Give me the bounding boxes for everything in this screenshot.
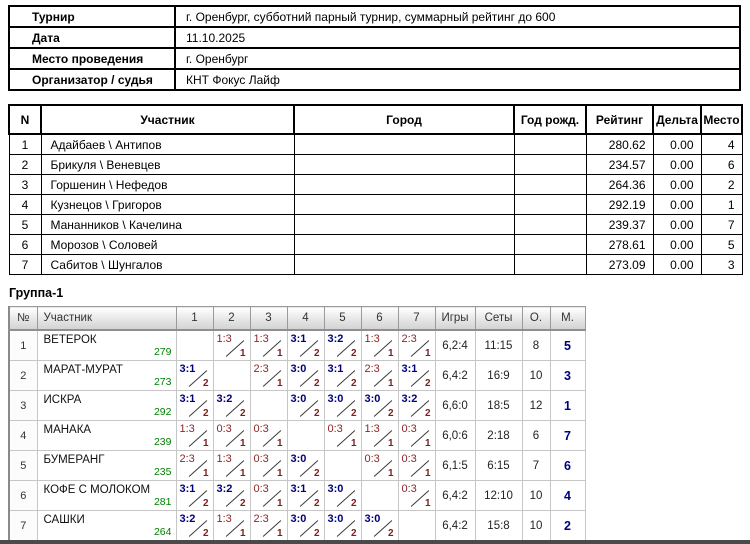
group-points-total: 10 xyxy=(522,481,550,511)
participant-place: 6 xyxy=(701,155,742,175)
match-points: 2 xyxy=(350,348,357,359)
match-score: 3:1 xyxy=(401,363,418,375)
group-team-rating: 281 xyxy=(153,496,172,508)
participant-number: 5 xyxy=(9,215,41,235)
bottom-divider xyxy=(0,540,750,544)
group-row xyxy=(9,361,585,391)
match-score: 0:3 xyxy=(216,423,232,435)
match-result-cell xyxy=(398,330,435,361)
participant-delta: 0.00 xyxy=(653,215,701,235)
participant-rating: 273.09 xyxy=(586,255,653,275)
participant-name: Мананников \ Качелина xyxy=(41,215,294,235)
group-points-total: 12 xyxy=(522,391,550,421)
match-points: 1 xyxy=(239,528,246,539)
group-header-points: О. xyxy=(522,307,550,331)
participant-birth-year xyxy=(514,175,586,195)
match-points: 2 xyxy=(387,408,394,419)
group-team-name: МАНАКА xyxy=(43,424,92,436)
participant-row xyxy=(9,255,742,275)
match-result-cell xyxy=(250,451,287,481)
group-final-place: 4 xyxy=(550,481,585,511)
match-points: 2 xyxy=(350,378,357,389)
match-result-cell xyxy=(287,391,324,421)
group-team-rating: 292 xyxy=(153,406,172,418)
match-score: 3:2 xyxy=(179,513,196,525)
group-team-rating: 273 xyxy=(153,376,172,388)
match-result-cell xyxy=(361,330,398,361)
match-points: 2 xyxy=(350,498,357,509)
group-row xyxy=(9,481,585,511)
group-sets-total: 18:5 xyxy=(475,391,522,421)
group-sets-total: 2:18 xyxy=(475,421,522,451)
self-match-cell xyxy=(213,361,250,391)
group-team-rating: 264 xyxy=(153,526,172,538)
participant-place: 7 xyxy=(701,215,742,235)
participant-rating: 264.36 xyxy=(586,175,653,195)
match-score: 0:3 xyxy=(253,423,269,435)
match-score: 3:2 xyxy=(327,333,344,345)
participant-name: Брикуля \ Веневцев xyxy=(41,155,294,175)
match-result-cell xyxy=(213,330,250,361)
match-score: 3:0 xyxy=(290,393,307,405)
match-score: 3:2 xyxy=(216,393,233,405)
group-team-rating: 235 xyxy=(153,466,172,478)
group-sets-total: 11:15 xyxy=(475,330,522,361)
participant-number: 3 xyxy=(9,175,41,195)
match-score: 2:3 xyxy=(401,333,417,345)
participant-rating: 239.37 xyxy=(586,215,653,235)
group-team-name: ИСКРА xyxy=(43,394,82,406)
match-score: 3:1 xyxy=(179,393,196,405)
match-points: 1 xyxy=(276,498,283,509)
participant-birth-year xyxy=(514,155,586,175)
match-points: 1 xyxy=(387,468,394,479)
match-points: 2 xyxy=(313,468,320,479)
group-header-place: М. xyxy=(550,307,585,331)
participant-name: Морозов \ Соловей xyxy=(41,235,294,255)
group-points-total: 7 xyxy=(522,451,550,481)
match-result-cell xyxy=(250,511,287,541)
match-score: 0:3 xyxy=(253,453,269,465)
match-score: 1:3 xyxy=(216,513,232,525)
self-match-cell xyxy=(250,391,287,421)
participant-name: Горшенин \ Нефедов xyxy=(41,175,294,195)
group-team-name: КОФЕ С МОЛОКОМ xyxy=(43,484,151,496)
match-result-cell xyxy=(324,361,361,391)
self-match-cell xyxy=(361,481,398,511)
participants-column-header: Участник xyxy=(41,105,294,134)
participant-delta: 0.00 xyxy=(653,155,701,175)
participant-name: Адайбаев \ Антипов xyxy=(41,134,294,155)
info-table-body xyxy=(9,6,740,90)
match-points: 2 xyxy=(313,498,320,509)
match-points: 1 xyxy=(387,438,394,449)
match-result-cell xyxy=(361,391,398,421)
match-result-cell xyxy=(324,421,361,451)
info-label: Место проведения xyxy=(9,48,175,69)
participant-delta: 0.00 xyxy=(653,175,701,195)
group-sets-total: 6:15 xyxy=(475,451,522,481)
match-score: 0:3 xyxy=(364,453,380,465)
group-team-cell xyxy=(37,330,176,361)
participants-column-header: Дельта xyxy=(653,105,701,134)
participant-place: 2 xyxy=(701,175,742,195)
info-row xyxy=(9,69,740,90)
match-points: 2 xyxy=(424,408,431,419)
match-result-cell xyxy=(176,451,213,481)
match-result-cell xyxy=(213,481,250,511)
participant-city xyxy=(294,134,514,155)
match-score: 3:1 xyxy=(179,363,196,375)
match-result-cell xyxy=(213,511,250,541)
group-team-name: БУМЕРАНГ xyxy=(43,454,105,466)
participant-place: 3 xyxy=(701,255,742,275)
group-sets-total: 16:9 xyxy=(475,361,522,391)
match-score: 1:3 xyxy=(364,333,380,345)
participants-column-header: Год рожд. xyxy=(514,105,586,134)
group-points-total: 10 xyxy=(522,361,550,391)
match-result-cell xyxy=(250,421,287,451)
group-points-total: 6 xyxy=(522,421,550,451)
group-team-cell xyxy=(37,511,176,541)
group-points-total: 8 xyxy=(522,330,550,361)
match-score: 3:0 xyxy=(290,453,307,465)
group-header-opponent: 4 xyxy=(287,307,324,331)
group-header-row xyxy=(9,307,585,331)
group-team-cell xyxy=(37,391,176,421)
group-final-place: 7 xyxy=(550,421,585,451)
match-result-cell xyxy=(361,451,398,481)
match-score: 0:3 xyxy=(401,423,417,435)
match-score: 1:3 xyxy=(253,333,269,345)
info-value: г. Оренбург, субботний парный турнир, суммарный рейтинг до 600 xyxy=(175,6,740,27)
group-header-participant: Участник xyxy=(37,307,176,331)
match-score: 3:1 xyxy=(290,483,307,495)
group-row xyxy=(9,451,585,481)
match-points: 2 xyxy=(202,528,209,539)
participants-column-header: Город xyxy=(294,105,514,134)
match-points: 1 xyxy=(387,378,394,389)
participant-city xyxy=(294,235,514,255)
self-match-cell xyxy=(398,511,435,541)
participant-city xyxy=(294,155,514,175)
info-value: КНТ Фокус Лайф xyxy=(175,69,740,90)
participants-body xyxy=(9,134,742,275)
group-results-table xyxy=(8,306,586,541)
group-sets-total: 12:10 xyxy=(475,481,522,511)
match-result-cell xyxy=(361,511,398,541)
match-result-cell xyxy=(213,421,250,451)
match-result-cell xyxy=(250,361,287,391)
match-score: 3:0 xyxy=(290,363,307,375)
match-score: 1:3 xyxy=(216,333,232,345)
group-final-place: 3 xyxy=(550,361,585,391)
participant-row xyxy=(9,215,742,235)
match-score: 0:3 xyxy=(401,453,417,465)
group-header-opponent: 5 xyxy=(324,307,361,331)
match-result-cell xyxy=(361,361,398,391)
participant-city xyxy=(294,215,514,235)
participant-number: 4 xyxy=(9,195,41,215)
group-sets-total: 15:8 xyxy=(475,511,522,541)
group-games-total: 6,4:2 xyxy=(435,481,475,511)
group-team-cell xyxy=(37,361,176,391)
group-row xyxy=(9,421,585,451)
info-value: 11.10.2025 xyxy=(175,27,740,48)
match-points: 2 xyxy=(424,378,431,389)
match-result-cell xyxy=(324,391,361,421)
participant-birth-year xyxy=(514,134,586,155)
group-games-total: 6,1:5 xyxy=(435,451,475,481)
match-score: 3:0 xyxy=(364,513,381,525)
match-score: 3:0 xyxy=(327,483,344,495)
match-result-cell xyxy=(213,451,250,481)
group-team-rating: 279 xyxy=(153,346,172,358)
participant-number: 2 xyxy=(9,155,41,175)
match-result-cell xyxy=(176,391,213,421)
match-score: 0:3 xyxy=(327,423,343,435)
match-points: 1 xyxy=(424,438,431,449)
match-result-cell xyxy=(213,391,250,421)
tournament-info-table xyxy=(8,5,741,91)
group-team-name: ВЕТЕРОК xyxy=(43,334,97,346)
participant-delta: 0.00 xyxy=(653,195,701,215)
participant-number: 7 xyxy=(9,255,41,275)
group-header-opponent: 7 xyxy=(398,307,435,331)
match-score: 3:1 xyxy=(179,483,196,495)
info-row xyxy=(9,27,740,48)
participant-delta: 0.00 xyxy=(653,235,701,255)
participant-place: 5 xyxy=(701,235,742,255)
match-points: 1 xyxy=(239,438,246,449)
match-points: 2 xyxy=(387,528,394,539)
info-row xyxy=(9,6,740,27)
match-score: 3:0 xyxy=(327,513,344,525)
match-score: 2:3 xyxy=(179,453,195,465)
self-match-cell xyxy=(324,451,361,481)
participants-column-header: Место xyxy=(701,105,742,134)
match-score: 1:3 xyxy=(179,423,195,435)
match-score: 3:0 xyxy=(290,513,307,525)
info-label: Дата xyxy=(9,27,175,48)
group-row-number: 7 xyxy=(9,511,37,541)
participants-table xyxy=(8,104,743,275)
match-points: 1 xyxy=(276,378,283,389)
participant-delta: 0.00 xyxy=(653,255,701,275)
participants-header-row xyxy=(9,105,742,134)
group-title: Группа-1 xyxy=(9,286,64,300)
match-result-cell xyxy=(176,421,213,451)
group-header-num: № xyxy=(9,307,37,331)
group-row-number: 4 xyxy=(9,421,37,451)
match-points: 2 xyxy=(313,348,320,359)
group-final-place: 1 xyxy=(550,391,585,421)
group-row-number: 2 xyxy=(9,361,37,391)
match-points: 2 xyxy=(313,528,320,539)
participant-number: 6 xyxy=(9,235,41,255)
participant-birth-year xyxy=(514,195,586,215)
match-points: 1 xyxy=(424,348,431,359)
participant-row xyxy=(9,155,742,175)
participant-row xyxy=(9,175,742,195)
match-score: 0:3 xyxy=(253,483,269,495)
match-result-cell xyxy=(250,481,287,511)
group-final-place: 5 xyxy=(550,330,585,361)
group-final-place: 6 xyxy=(550,451,585,481)
match-result-cell xyxy=(287,451,324,481)
self-match-cell xyxy=(176,330,213,361)
match-result-cell xyxy=(398,451,435,481)
group-header-opponent: 2 xyxy=(213,307,250,331)
match-points: 1 xyxy=(276,468,283,479)
info-value: г. Оренбург xyxy=(175,48,740,69)
match-result-cell xyxy=(287,481,324,511)
info-label: Турнир xyxy=(9,6,175,27)
match-result-cell xyxy=(250,330,287,361)
participant-row xyxy=(9,134,742,155)
group-row-number: 5 xyxy=(9,451,37,481)
match-result-cell xyxy=(287,361,324,391)
match-score: 2:3 xyxy=(364,363,380,375)
group-games-total: 6,2:4 xyxy=(435,330,475,361)
group-points-total: 10 xyxy=(522,511,550,541)
participant-name: Сабитов \ Шунгалов xyxy=(41,255,294,275)
participant-city xyxy=(294,255,514,275)
participant-birth-year xyxy=(514,255,586,275)
match-score: 3:0 xyxy=(327,393,344,405)
match-points: 2 xyxy=(350,528,357,539)
participant-birth-year xyxy=(514,215,586,235)
match-points: 2 xyxy=(313,378,320,389)
match-points: 2 xyxy=(202,378,209,389)
participant-birth-year xyxy=(514,235,586,255)
group-team-cell xyxy=(37,481,176,511)
participant-name: Кузнецов \ Григоров xyxy=(41,195,294,215)
group-header-games: Игры xyxy=(435,307,475,331)
group-row-number: 6 xyxy=(9,481,37,511)
group-games-total: 6,6:0 xyxy=(435,391,475,421)
match-points: 1 xyxy=(424,468,431,479)
match-score: 3:2 xyxy=(401,393,418,405)
participant-rating: 280.62 xyxy=(586,134,653,155)
participant-rating: 278.61 xyxy=(586,235,653,255)
group-header-opponent: 3 xyxy=(250,307,287,331)
participant-city xyxy=(294,175,514,195)
match-score: 2:3 xyxy=(253,513,269,525)
match-points: 2 xyxy=(313,408,320,419)
match-points: 1 xyxy=(239,348,246,359)
match-result-cell xyxy=(324,511,361,541)
participant-rating: 234.57 xyxy=(586,155,653,175)
group-games-total: 6,4:2 xyxy=(435,361,475,391)
group-team-cell xyxy=(37,451,176,481)
match-points: 1 xyxy=(276,528,283,539)
match-result-cell xyxy=(176,481,213,511)
participant-delta: 0.00 xyxy=(653,134,701,155)
match-score: 2:3 xyxy=(253,363,269,375)
match-points: 2 xyxy=(239,408,246,419)
group-row-number: 1 xyxy=(9,330,37,361)
match-score: 0:3 xyxy=(401,483,417,495)
participant-number: 1 xyxy=(9,134,41,155)
match-points: 1 xyxy=(276,438,283,449)
match-points: 2 xyxy=(239,498,246,509)
match-points: 2 xyxy=(202,408,209,419)
group-team-rating: 239 xyxy=(153,436,172,448)
group-header-opponent: 6 xyxy=(361,307,398,331)
info-label: Организатор / судья xyxy=(9,69,175,90)
group-body xyxy=(9,330,585,541)
group-final-place: 2 xyxy=(550,511,585,541)
match-points: 1 xyxy=(239,468,246,479)
self-match-cell xyxy=(287,421,324,451)
match-result-cell xyxy=(398,391,435,421)
participant-place: 1 xyxy=(701,195,742,215)
match-result-cell xyxy=(398,361,435,391)
match-result-cell xyxy=(176,361,213,391)
group-team-name: МАРАТ-МУРАТ xyxy=(43,364,123,376)
participant-place: 4 xyxy=(701,134,742,155)
group-row xyxy=(9,511,585,541)
group-header-sets: Сеты xyxy=(475,307,522,331)
group-row xyxy=(9,330,585,361)
match-score: 3:2 xyxy=(216,483,233,495)
group-games-total: 6,0:6 xyxy=(435,421,475,451)
participants-column-header: N xyxy=(9,105,41,134)
match-points: 1 xyxy=(276,348,283,359)
match-score: 1:3 xyxy=(216,453,232,465)
match-score: 3:0 xyxy=(364,393,381,405)
group-header-opponent: 1 xyxy=(176,307,213,331)
match-points: 2 xyxy=(202,498,209,509)
match-result-cell xyxy=(287,330,324,361)
group-row-number: 3 xyxy=(9,391,37,421)
match-result-cell xyxy=(176,511,213,541)
match-points: 1 xyxy=(202,438,209,449)
match-points: 1 xyxy=(350,438,357,449)
match-points: 1 xyxy=(424,498,431,509)
match-result-cell xyxy=(324,481,361,511)
group-row xyxy=(9,391,585,421)
group-games-total: 6,4:2 xyxy=(435,511,475,541)
group-team-name: САШКИ xyxy=(43,514,85,526)
participant-city xyxy=(294,195,514,215)
match-score: 1:3 xyxy=(364,423,380,435)
participant-rating: 292.19 xyxy=(586,195,653,215)
group-team-cell xyxy=(37,421,176,451)
match-points: 1 xyxy=(202,468,209,479)
match-score: 3:1 xyxy=(327,363,344,375)
match-result-cell xyxy=(361,421,398,451)
match-points: 2 xyxy=(350,408,357,419)
match-result-cell xyxy=(398,481,435,511)
participant-row xyxy=(9,235,742,255)
participant-row xyxy=(9,195,742,215)
match-result-cell xyxy=(398,421,435,451)
participants-column-header: Рейтинг xyxy=(586,105,653,134)
match-result-cell xyxy=(324,330,361,361)
match-result-cell xyxy=(287,511,324,541)
info-row xyxy=(9,48,740,69)
match-score: 3:1 xyxy=(290,333,307,345)
match-points: 1 xyxy=(387,348,394,359)
